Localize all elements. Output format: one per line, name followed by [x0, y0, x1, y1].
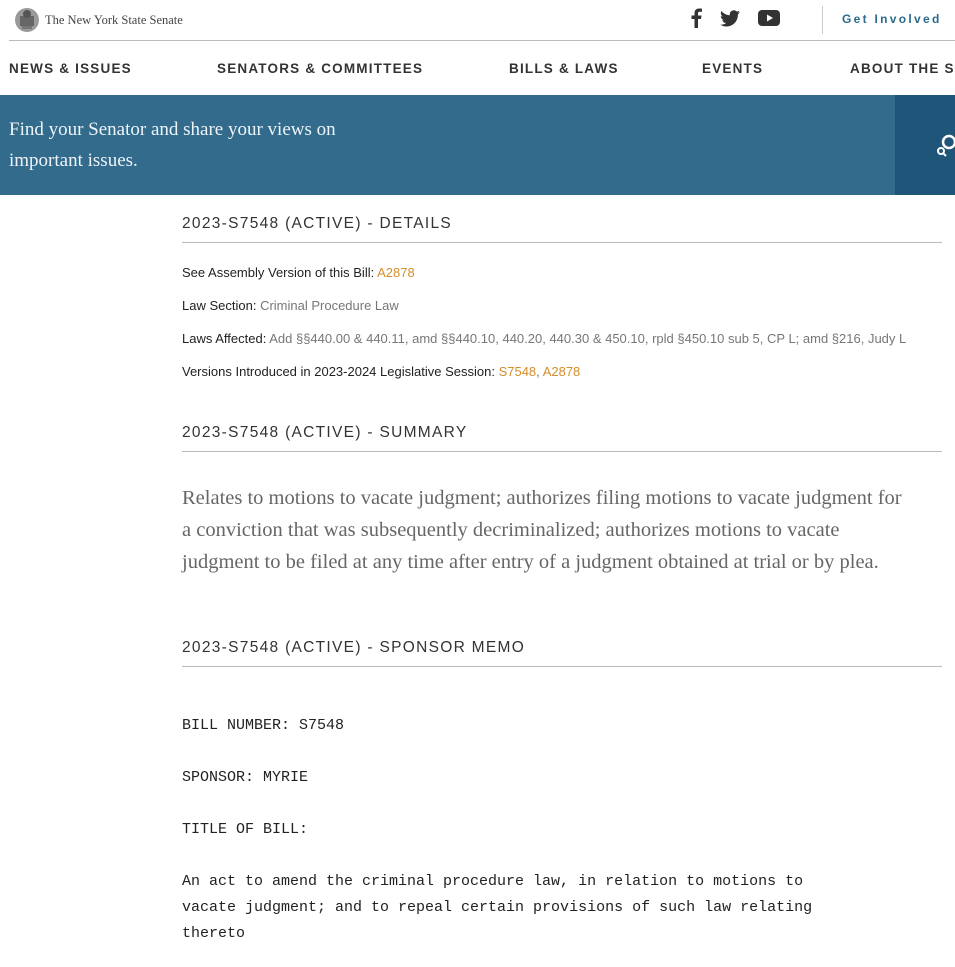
assembly-version-label: See Assembly Version of this Bill:: [182, 265, 375, 280]
assembly-version-link[interactable]: A2878: [377, 265, 415, 280]
details-heading: 2023-S7548 (ACTIVE) - DETAILS: [182, 215, 942, 243]
nav-bills-laws[interactable]: BILLS & LAWS: [509, 61, 619, 76]
laws-affected-label: Laws Affected:: [182, 331, 267, 346]
site-logo[interactable]: [13, 6, 183, 34]
header-divider: [822, 6, 823, 34]
law-section-value: Criminal Procedure Law: [260, 298, 399, 313]
summary-heading: 2023-S7548 (ACTIVE) - SUMMARY: [182, 424, 942, 452]
memo-title-line-1: An act to amend the criminal procedure law, in relation to motions to: [182, 873, 804, 890]
law-section-row: [182, 298, 955, 313]
search-person-icon: [935, 131, 955, 157]
nav-about[interactable]: ABOUT THE S: [850, 61, 955, 76]
versions-label: Versions Introduced in 2023-2024 Legislative Session:: [182, 364, 495, 379]
version-separator: ,: [536, 364, 540, 379]
laws-affected-value: Add §§440.00 & 440.11, amd §§440.10, 440.20, 440.30 & 450.10, rpld §450.10 sub 5, CP L; amd §216, Judy L: [269, 331, 907, 346]
assembly-version-row: [182, 265, 955, 280]
versions-row: [182, 364, 955, 379]
facebook-icon[interactable]: [690, 8, 702, 28]
memo-title-label: TITLE OF BILL:: [182, 821, 309, 838]
sponsor-memo-heading: 2023-S7548 (ACTIVE) - SPONSOR MEMO: [182, 639, 942, 667]
find-senator-banner[interactable]: [0, 95, 895, 195]
nav-news-issues[interactable]: NEWS & ISSUES: [9, 61, 132, 76]
senator-search-button[interactable]: [895, 95, 955, 195]
laws-affected-row: [182, 331, 955, 346]
top-bar: [0, 0, 955, 40]
summary-text: Relates to motions to vacate judgment; authorizes filing motions to vacate judgment for a conviction that was subsequently decriminalized; authorizes motions to vacate judgment to be filed at any time after entry of a judgment obtained at trial or by plea.: [182, 487, 902, 573]
main-nav: [0, 41, 955, 95]
banner-text: Find your Senator and share your views on important issues.: [9, 119, 336, 171]
nav-senators-committees[interactable]: SENATORS & COMMITTEES: [217, 61, 424, 76]
twitter-icon[interactable]: [720, 10, 740, 27]
youtube-icon[interactable]: [758, 10, 780, 26]
senate-seal-icon: [13, 6, 41, 34]
version-link-s7548[interactable]: S7548: [498, 364, 537, 379]
memo-bill-number: BILL NUMBER: S7548: [182, 717, 345, 734]
get-involved-link[interactable]: Get Involved: [842, 12, 942, 26]
site-name: The New York State Senate: [45, 12, 183, 27]
social-links: [690, 8, 798, 28]
law-section-label: Law Section:: [182, 298, 257, 313]
memo-sponsor: SPONSOR: MYRIE: [182, 769, 309, 786]
version-link-a2878[interactable]: A2878: [542, 364, 581, 379]
memo-title-line-2: vacate judgment; and to repeal certain provisions of such law relating: [182, 899, 813, 916]
memo-title-line-3: thereto: [182, 925, 246, 942]
nav-events[interactable]: EVENTS: [702, 61, 764, 76]
